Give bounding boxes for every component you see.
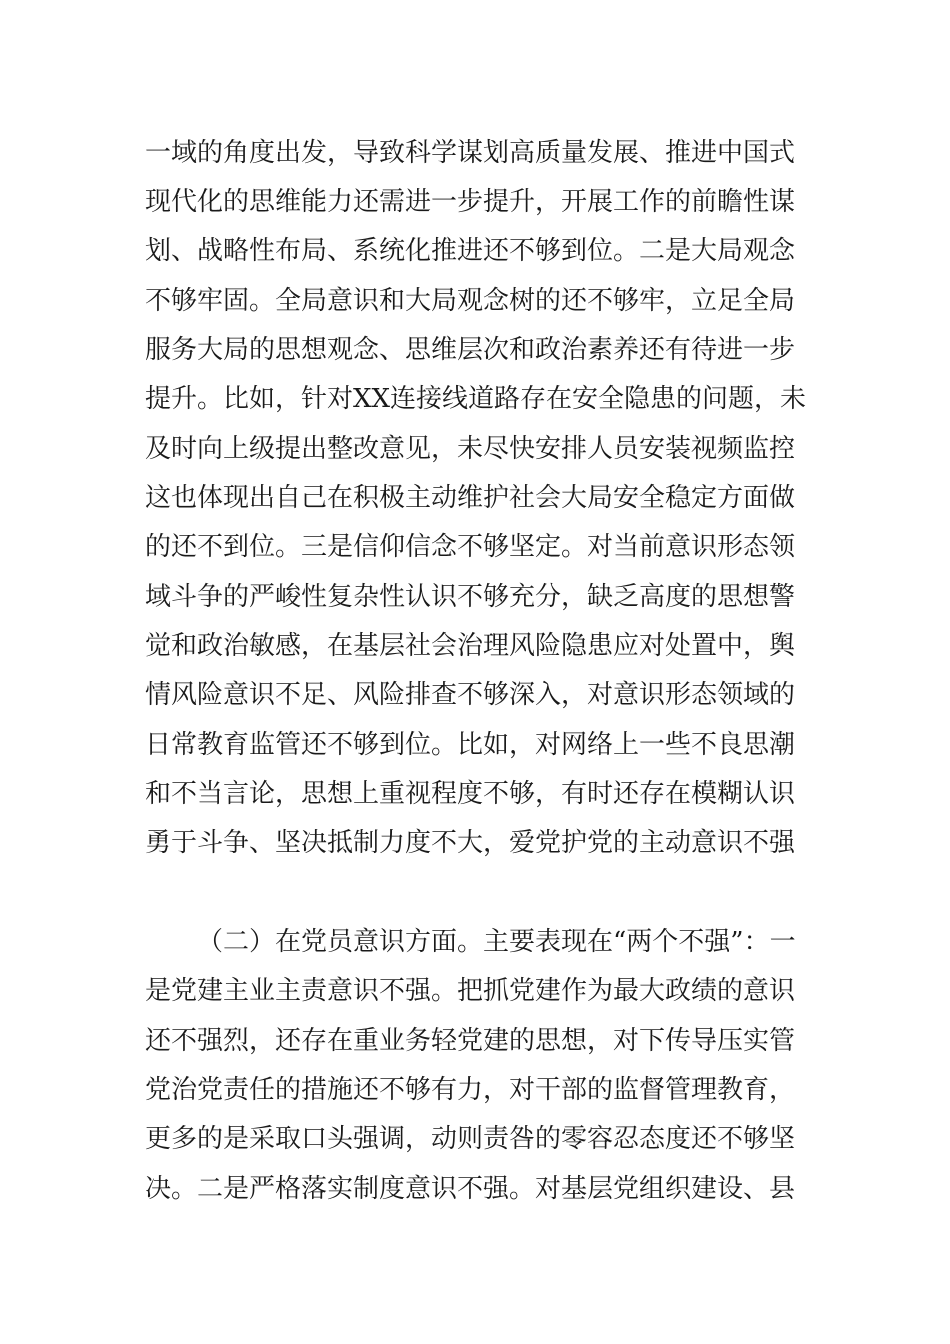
text-line: 更多的是采取口头强调，动则责咎的零容忍态度还不够坚 [145, 1124, 796, 1154]
text-line: 现代化的思维能力还需进一步提升，开展工作的前瞻性谋 [145, 187, 796, 217]
text-line: 勇于斗争、坚决抵制力度不大，爱党护党的主动意识不强 [145, 828, 796, 858]
section-heading-line: （二）在党员意识方面。主要表现在“两个不强”：一 [197, 927, 796, 957]
text-line: 和不当言论，思想上重视程度不够，有时还存在模糊认识 [145, 779, 796, 809]
text-line: 日常教育监管还不够到位。比如，对网络上一些不良思潮 [145, 730, 796, 760]
text-line: 提升。比如，针对XX连接线道路存在安全隐患的问题，未 [145, 384, 807, 414]
text-line: 服务大局的思想观念、思维层次和政治素养还有待进一步 [145, 335, 796, 365]
text-line: 决。二是严格落实制度意识不强。对基层党组织建设、县 [145, 1174, 796, 1204]
text-line: 党治党责任的措施还不够有力，对干部的监督管理教育， [145, 1075, 796, 1105]
text-line: 是党建主业主责意识不强。把抓党建作为最大政绩的意识 [145, 976, 796, 1006]
text-line: 觉和政治敏感，在基层社会治理风险隐患应对处置中，舆 [145, 631, 796, 661]
text-line: 划、战略性布局、系统化推进还不够到位。二是大局观念 [145, 236, 796, 266]
text-line: 还不强烈，还存在重业务轻党建的思想，对下传导压实管 [145, 1026, 796, 1056]
text-line: 域斗争的严峻性复杂性认识不够充分，缺乏高度的思想警 [145, 582, 796, 612]
text-line: 及时向上级提出整改意见，未尽快安排人员安装视频监控 [145, 434, 796, 464]
text-line: 这也体现出自己在积极主动维护社会大局安全稳定方面做 [145, 483, 796, 513]
text-line: 的还不到位。三是信仰信念不够坚定。对当前意识形态领 [145, 532, 796, 562]
text-line: 情风险意识不足、风险排查不够深入，对意识形态领域的 [145, 680, 796, 710]
text-line: 不够牢固。全局意识和大局观念树的还不够牢，立足全局 [145, 286, 796, 316]
text-line: 一域的角度出发，导致科学谋划高质量发展、推进中国式 [145, 138, 796, 168]
